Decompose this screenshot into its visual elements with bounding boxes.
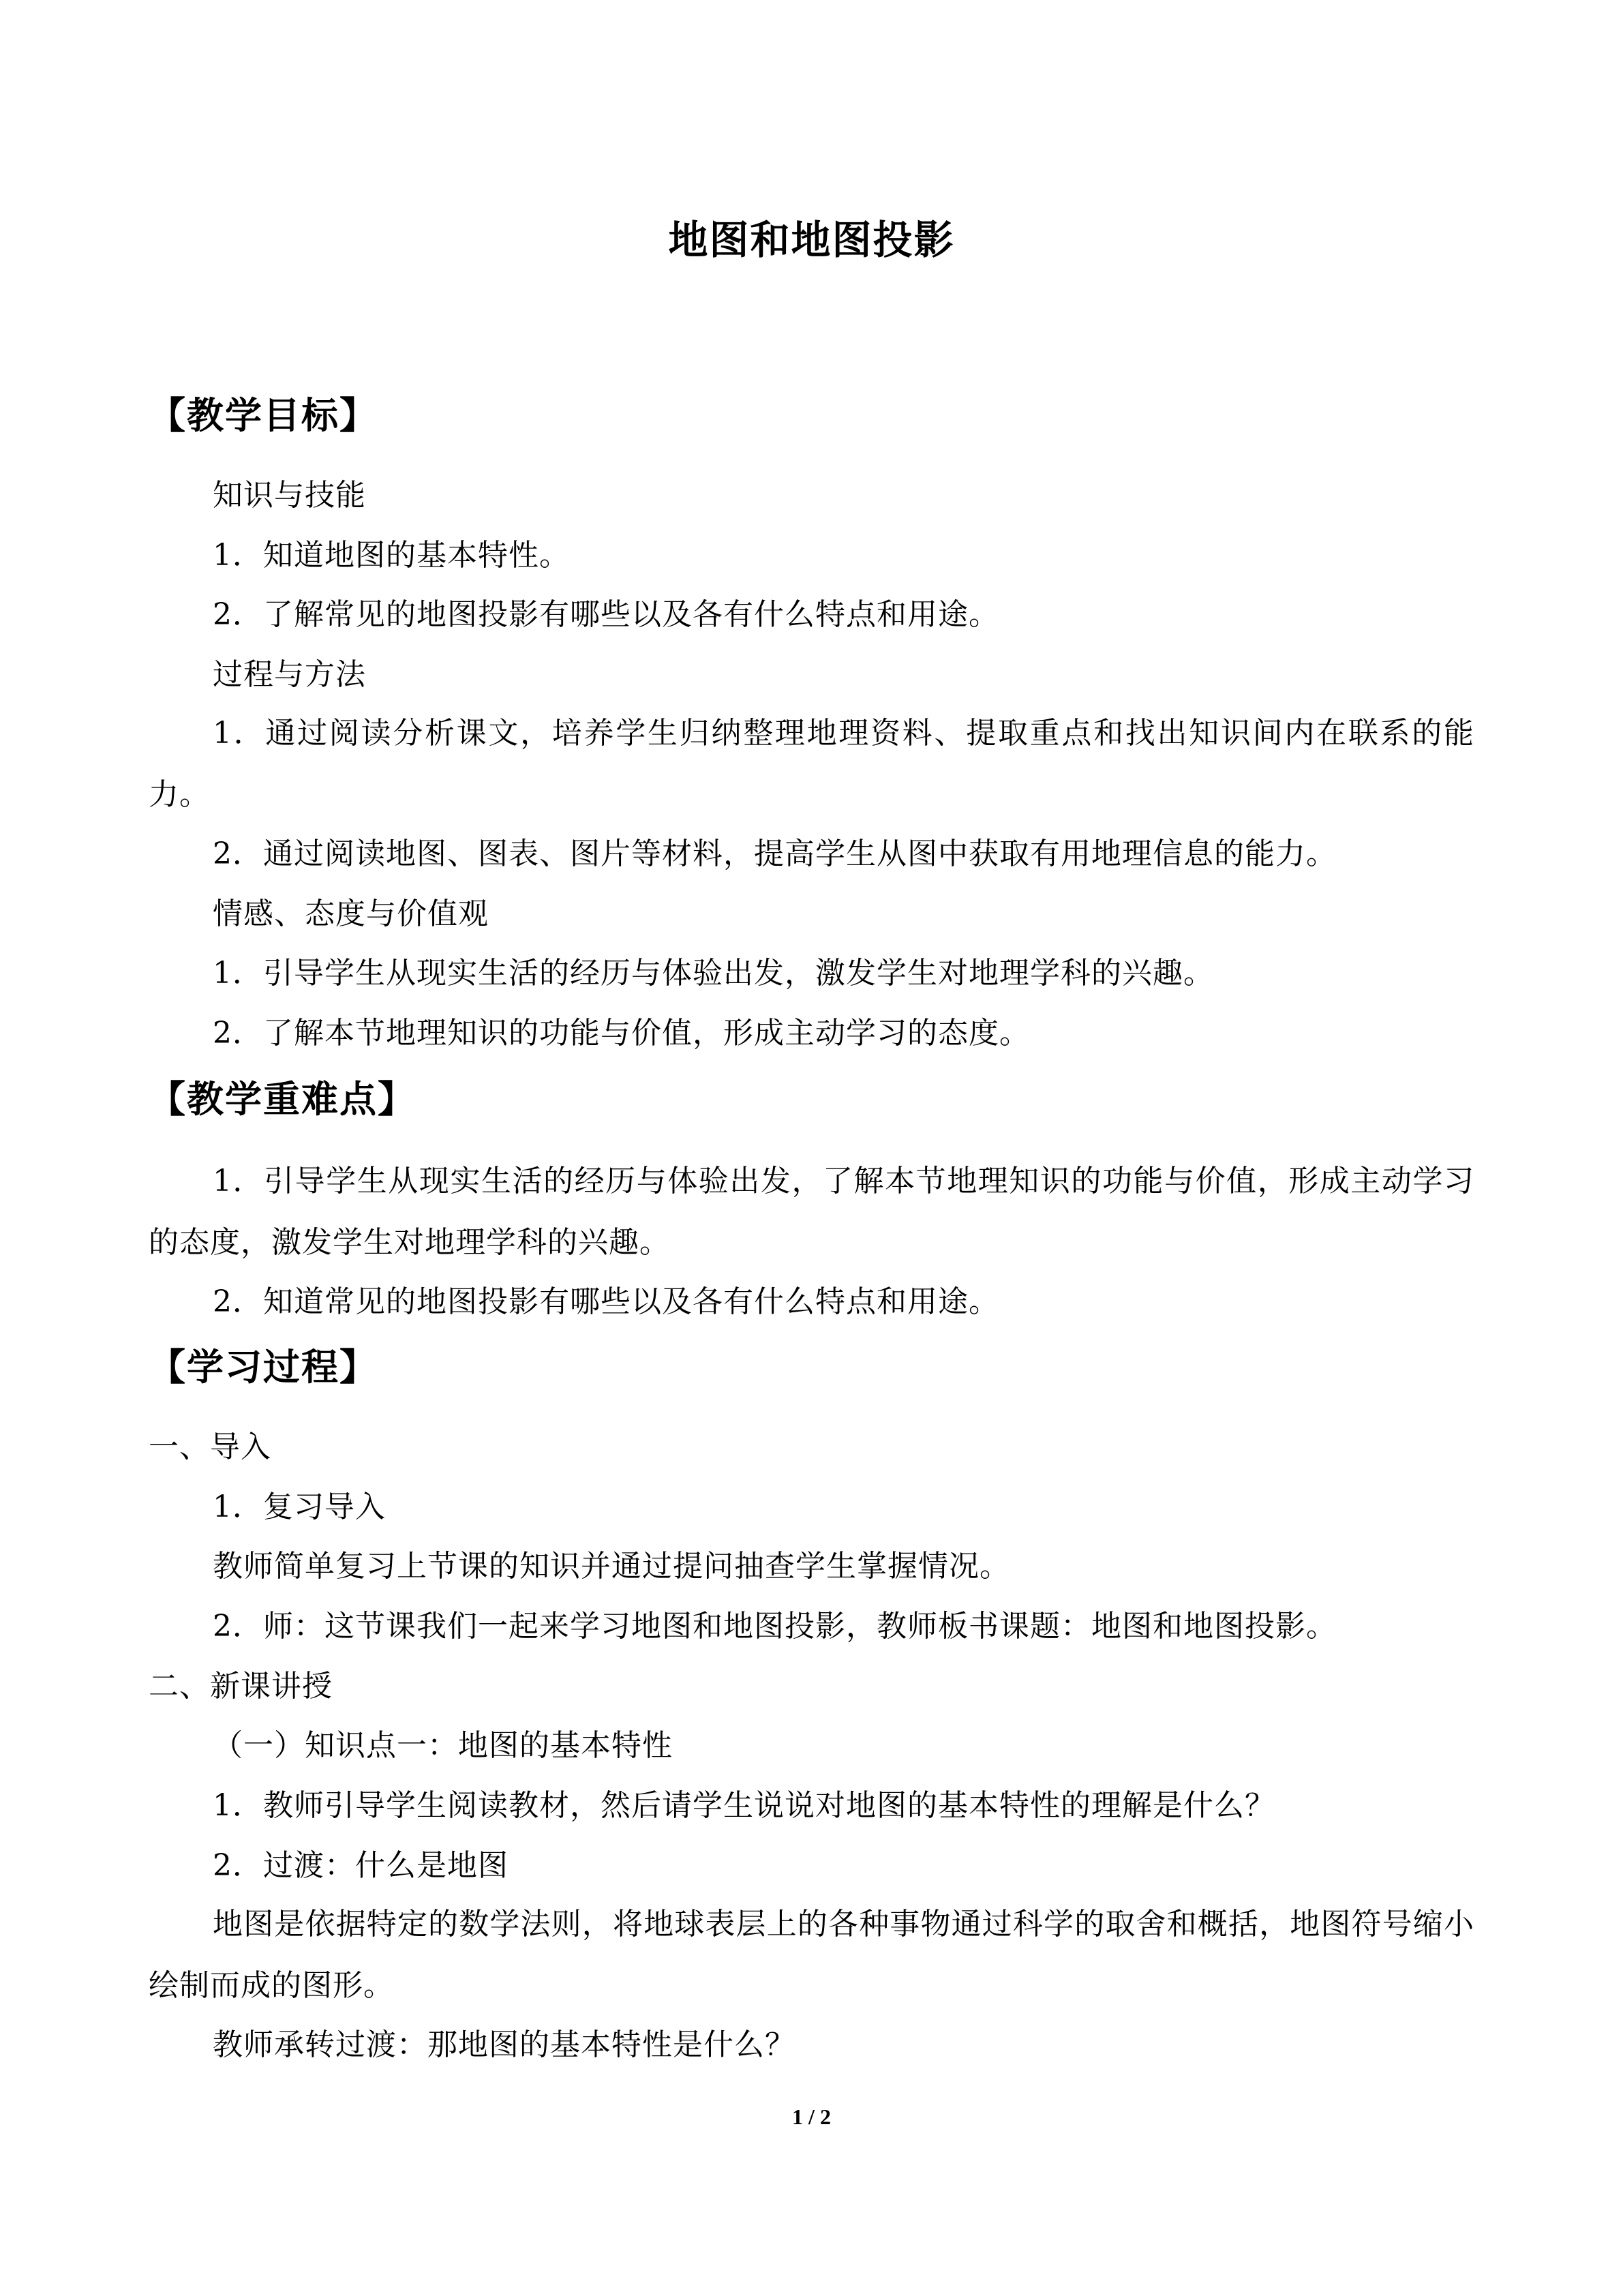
process-part1-item2: 2．师：这节课我们一起来学习地图和地图投影，教师板书课题：地图和地图投影。: [213, 1609, 1337, 1644]
objectives-process-2: 2．通过阅读地图、图表、图片等材料，提高学生从图中获取有用地理信息的能力。: [213, 836, 1337, 871]
process-part2-transition: 教师承转过渡：那地图的基本特性是什么？: [213, 2027, 795, 2062]
process-part2-label: 二、新课讲授: [149, 1669, 333, 1704]
page-number: 1 / 2: [792, 2104, 831, 2129]
objectives-knowledge-label: 知识与技能: [213, 478, 366, 513]
key-point-1: 1．引导学生从现实生活的经历与体验出发，了解本节地理知识的功能与价值，形成主动学习的态度，激发学生对地理学科的兴趣。: [149, 1164, 1474, 1260]
key-point-2: 2．知道常见的地图投影有哪些以及各有什么特点和用途。: [213, 1284, 999, 1319]
objectives-knowledge-2: 2．了解常见的地图投影有哪些以及各有什么特点和用途。: [213, 597, 999, 632]
objectives-knowledge-1: 1．知道地图的基本特性。: [213, 538, 570, 573]
process-part2-sub1: （一）知识点一：地图的基本特性: [213, 1728, 673, 1763]
process-part1-label: 一、导入: [149, 1430, 271, 1464]
objectives-process-1: 1．通过阅读分析课文，培养学生归纳整理地理资料、提取重点和找出知识间内在联系的能力。: [149, 716, 1474, 812]
process-part2-item2: 2．过渡：什么是地图: [213, 1848, 509, 1883]
page-title: 地图和地图投影: [668, 217, 955, 263]
process-part2-item1: 1．教师引导学生阅读教材，然后请学生说说对地图的基本特性的理解是什么？: [213, 1788, 1275, 1823]
objectives-emotion-label: 情感、态度与价值观: [213, 896, 489, 931]
objectives-emotion-1: 1．引导学生从现实生活的经历与体验出发，激发学生对地理学科的兴趣。: [213, 956, 1214, 991]
process-part2-definition: 地图是依据特定的数学法则，将地球表层上的各种事物通过科学的取舍和概括，地图符号缩小绘制而成的图形。: [149, 1907, 1474, 2003]
heading-learning-process: 【学习过程】: [149, 1345, 378, 1389]
objectives-process-label: 过程与方法: [213, 657, 366, 692]
process-part1-item1: 1．复习导入: [213, 1490, 386, 1524]
objectives-emotion-2: 2．了解本节地理知识的功能与价值，形成主动学习的态度。: [213, 1016, 1030, 1051]
heading-key-points: 【教学重难点】: [149, 1077, 416, 1121]
heading-objectives: 【教学目标】: [149, 393, 378, 437]
process-part1-item1-text: 教师简单复习上节课的知识并通过提问抽查学生掌握情况。: [213, 1549, 1010, 1584]
